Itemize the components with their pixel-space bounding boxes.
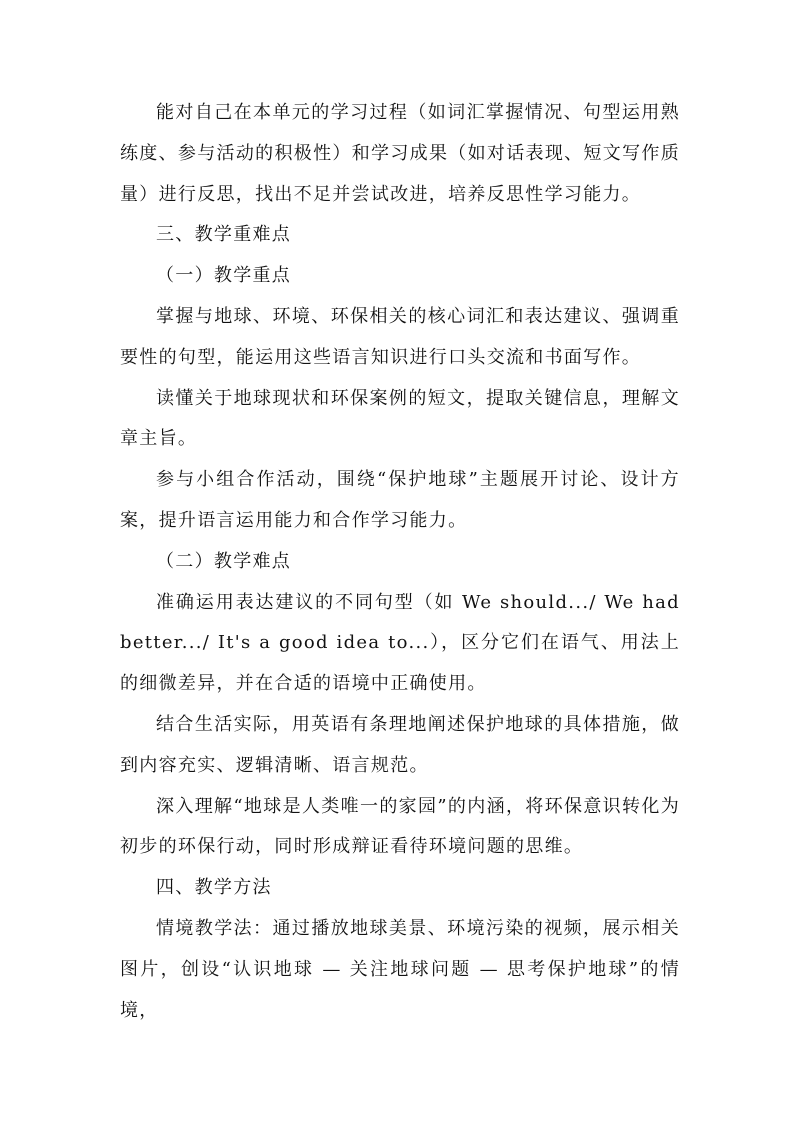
- subheading-teaching-difficulty: （二）教学难点: [156, 550, 292, 572]
- paragraph-focus-group-work: 参与小组合作活动，围绕“保护地球”主题展开讨论、设计方案，提升语言运用能力和合作学习能力。: [120, 469, 680, 531]
- paragraph-difficulty-understanding: 深入理解“地球是人类唯一的家园”的内涵，将环保意识转化为初步的环保行动，同时形成辩证看待环境问题的思维。: [120, 795, 680, 858]
- document-body: [120, 93, 680, 1031]
- paragraph-focus-vocabulary: 掌握与地球、环境、环保相关的核心词汇和表达建议、强调重要性的句型，能运用这些语言知识进行口头交流和书面写作。: [120, 305, 680, 368]
- section-heading-teaching-methods: 四、教学方法: [156, 877, 272, 899]
- paragraph-difficulty-expression: 结合生活实际，用英语有条理地阐述保护地球的具体措施，做到内容充实、逻辑清晰、语言规范。: [120, 713, 680, 776]
- paragraph-situational-teaching: 情境教学法：通过播放地球美景、环境污染的视频，展示相关图片，创设“认识地球 — 关注地球问题 — 思考保护地球”的情境，: [120, 917, 680, 1021]
- section-heading-key-difficult-points: 三、教学重难点: [156, 224, 292, 246]
- paragraph-difficulty-sentence-patterns: 准确运用表达建议的不同句型（如 We should.../ We had better.../ It's a good idea to...），区分它们在语气、用法上的细微差异，并在合适的语境中正确使用。: [120, 591, 680, 695]
- paragraph-focus-reading: 读懂关于地球现状和环保案例的短文，提取关键信息，理解文章主旨。: [120, 387, 680, 450]
- paragraph-reflection: 能对自己在本单元的学习过程（如词汇掌握情况、句型运用熟练度、参与活动的积极性）和学习成果（如对话表现、短文写作质量）进行反思，找出不足并尝试改进，培养反思性学习能力。: [120, 102, 680, 205]
- subheading-teaching-focus: （一）教学重点: [156, 265, 292, 287]
